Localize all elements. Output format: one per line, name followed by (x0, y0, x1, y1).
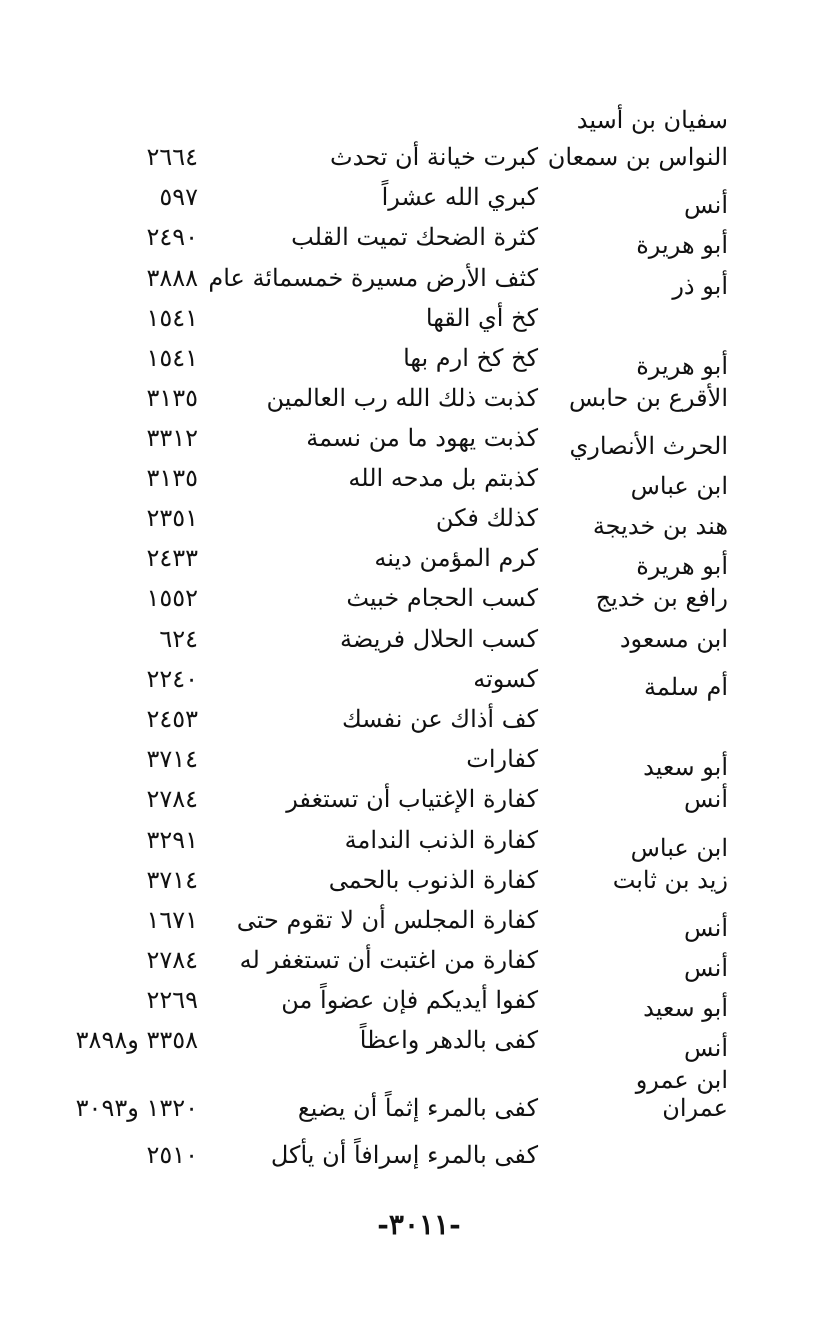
index-row (0, 578, 838, 618)
index-row (0, 739, 838, 779)
reference-number: ٣١٣٥ (146, 464, 198, 492)
narrator-name: الحرث الأنصاري (569, 432, 728, 460)
reference-number: ٢٧٨٤ (146, 785, 198, 813)
reference-number: ٢٤٥٣ (146, 705, 198, 733)
narrator-name: أنس (684, 914, 728, 942)
reference-number: ١٣٢٠ و٣٠٩٣ (75, 1094, 198, 1122)
narrator-name: أم سلمة (644, 673, 728, 701)
narrator-name: ابن مسعود (619, 625, 728, 653)
narrator-name: ابن عباس (630, 834, 728, 862)
index-row (0, 298, 838, 338)
narrator-name: النواس بن سمعان (547, 143, 728, 171)
hadith-text: كسوته (473, 665, 538, 693)
index-row (0, 1088, 838, 1128)
narrator-name: أبو هريرة (636, 352, 728, 380)
hadith-text: كرم المؤمن دينه (374, 544, 538, 572)
narrator-name: أنس (684, 1034, 728, 1062)
hadith-text: كسب الحلال فريضة (340, 625, 538, 653)
narrator-name: أنس (684, 191, 728, 219)
reference-number: ١٦٧١ (146, 906, 198, 934)
index-row (0, 1135, 838, 1175)
narrator-name: ابن عباس (630, 472, 728, 500)
reference-number: ٢٧٨٤ (146, 946, 198, 974)
index-row (0, 1020, 838, 1060)
index-row (0, 860, 838, 900)
hadith-text: كخ أي القها (425, 304, 538, 332)
hadith-text: كف أذاك عن نفسك (341, 705, 538, 733)
hadith-text: كثرة الضحك تميت القلب (291, 223, 538, 251)
index-row (0, 217, 838, 257)
index-row (0, 538, 838, 578)
index-row (0, 458, 838, 498)
hadith-text: كفارة الإغتياب أن تستغفر (286, 785, 538, 813)
index-row (0, 659, 838, 699)
hadith-text: كفى بالدهر واعظاً (359, 1026, 538, 1054)
reference-number: ٢٢٤٠ (146, 665, 198, 693)
reference-number: ٣١٣٥ (146, 384, 198, 412)
hadith-text: كفارات (466, 745, 538, 773)
hadith-text: كبري الله عشراً (381, 183, 538, 211)
reference-number: ١٥٤١ (146, 304, 198, 332)
reference-number: ٢٣٥١ (146, 504, 198, 532)
hadith-text: كذبت ذلك الله رب العالمين (266, 384, 538, 412)
index-row (0, 338, 838, 378)
narrator-name: أنس (684, 954, 728, 982)
index-row (0, 258, 838, 298)
narrator-name: ابن عمرو (635, 1066, 728, 1094)
narrator-name: رافع بن خديج (595, 584, 728, 612)
narrator-name: أبو هريرة (636, 231, 728, 259)
narrator-name: أبو ذر (672, 272, 728, 300)
narrator-name: أبو سعيد (643, 753, 728, 781)
narrator-name: الأقرع بن حابس (568, 384, 728, 412)
hadith-text: كفوا أيديكم فإن عضواً من (281, 986, 538, 1014)
reference-number: ٢٢٦٩ (146, 986, 198, 1014)
hadith-text: كفارة المجلس أن لا تقوم حتى (236, 906, 538, 934)
hadith-text: كبرت خيانة أن تحدث (330, 143, 538, 171)
hadith-text: كذبتم بل مدحه الله (348, 464, 538, 492)
reference-number: ٣٢٩١ (146, 826, 198, 854)
index-row (0, 177, 838, 217)
hadith-text: كسب الحجام خبيث (346, 584, 538, 612)
index-row (0, 418, 838, 458)
index-row (0, 100, 838, 140)
reference-number: ٢٤٩٠ (146, 223, 198, 251)
reference-number: ٦٢٤ (159, 625, 198, 653)
hadith-text: كفارة من اغتبت أن تستغفر له (239, 946, 538, 974)
index-row (0, 940, 838, 980)
reference-number: ١٥٤١ (146, 344, 198, 372)
narrator-name: سفيان بن أسيد (576, 106, 728, 134)
reference-number: ٢٥١٠ (146, 1141, 198, 1169)
index-row (0, 498, 838, 538)
hadith-text: كفارة الذنوب بالحمى (328, 866, 538, 894)
hadith-text: كفارة الذنب الندامة (344, 826, 538, 854)
index-row (0, 137, 838, 177)
reference-number: ٢٦٦٤ (146, 143, 198, 171)
index-row (0, 378, 838, 418)
index-row (0, 820, 838, 860)
hadith-text: كخ كخ ارم بها (403, 344, 538, 372)
index-row (0, 699, 838, 739)
reference-number: ٣٨٨٨ (146, 264, 198, 292)
narrator-name: أبو سعيد (643, 994, 728, 1022)
narrator-name: أنس (684, 785, 728, 813)
reference-number: ٢٤٣٣ (146, 544, 198, 572)
index-row (0, 619, 838, 659)
hadith-text: كفى بالمرء إثماً أن يضيع (297, 1094, 538, 1122)
narrator-name: أبو هريرة (636, 552, 728, 580)
reference-number: ٣٧١٤ (146, 866, 198, 894)
narrator-name: عمران (662, 1094, 728, 1122)
index-row (0, 779, 838, 819)
reference-number: ٣٣١٢ (146, 424, 198, 452)
page-number: -٣٠١١- (377, 1208, 461, 1241)
hadith-text: كفى بالمرء إسرافاً أن يأكل (270, 1141, 538, 1169)
reference-number: ٣٣٥٨ و٣٨٩٨ (75, 1026, 198, 1054)
reference-number: ٥٩٧ (159, 183, 198, 211)
reference-number: ٣٧١٤ (146, 745, 198, 773)
hadith-text: كذبت يهود ما من نسمة (306, 424, 538, 452)
hadith-text: كثف الأرض مسيرة خمسمائة عام (208, 264, 538, 292)
index-row (0, 980, 838, 1020)
index-row (0, 900, 838, 940)
narrator-name: هند بن خديجة (592, 512, 728, 540)
hadith-text: كذلك فكن (435, 504, 538, 532)
reference-number: ١٥٥٢ (146, 584, 198, 612)
narrator-name: زيد بن ثابت (612, 866, 728, 894)
